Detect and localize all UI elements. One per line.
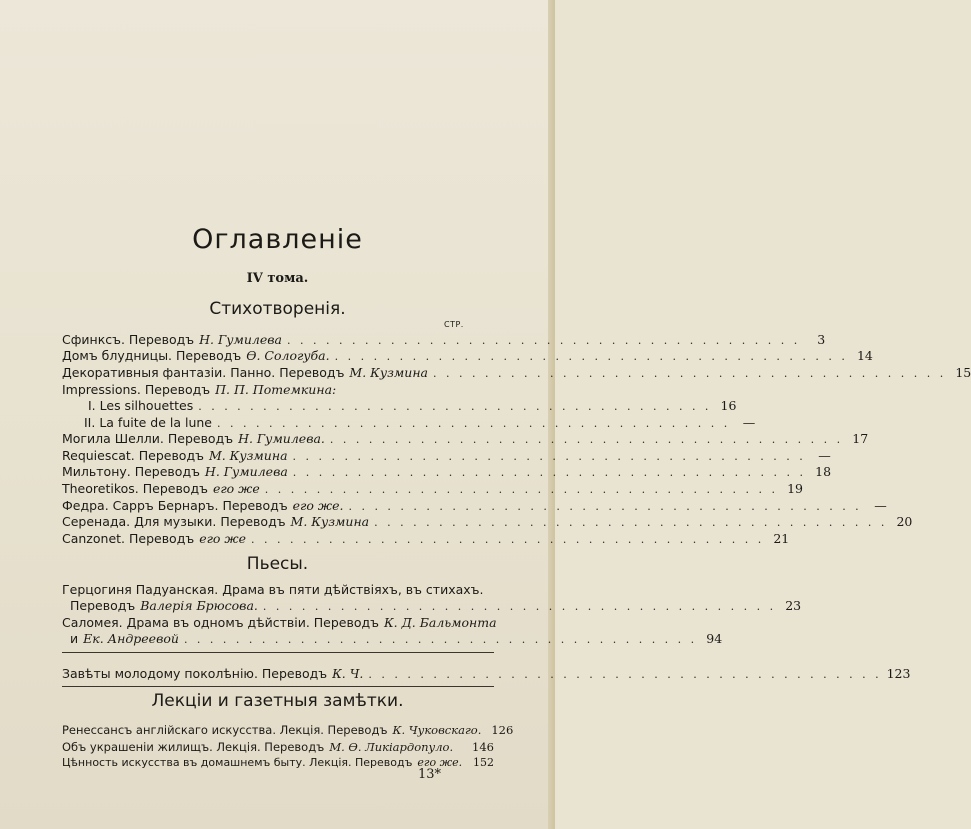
page-number: 126 [491,723,514,737]
toc-entry: Домъ блудницы. Переводъ Ѳ. Сологуба. . . . . . . . . . . . . . . . . . . . . . . . . . . . . . . . . . . . . . . . . 14 [62,347,494,365]
leader-dots: . . . . . . . . . . . . . . . . . . . . . . . . . . . . . . . . . . . . . . . . [198,400,712,413]
divider [62,686,494,687]
toc-entry: Могила Шелли. Переводъ Н. Гумилева. . . . . . . . . . . . . . . . . . . . . . . . . . . . . . . . . . . . . . . . . 17 [62,430,494,448]
page-number: 21 [773,531,790,546]
toc-entry: Завѣты молодому поколѣнію. Переводъ К. Ч. . . . . . . . . . . . . . . . . . . . . . . . . . . . . . . . . . . . . . . . . 123 [62,665,494,683]
toc-entry: Серенада. Для музыки. Переводъ М. Кузмина . . . . . . . . . . . . . . . . . . . . . . . . . . . . . . . . . . . . . . . . 20 [62,513,494,531]
signature-mark: 13* [418,767,442,782]
toc-entry: Canzonet. Переводъ его же . . . . . . . . . . . . . . . . . . . . . . . . . . . . . . . . . . . . . . . . 21 [62,530,494,548]
leader-dots: . . . . . . . . . . . . . . . . . . . . . . . . . . . . . . . . . . . . . . . . [374,516,888,529]
toc-entry: Theoretikos. Переводъ его же . . . . . . . . . . . . . . . . . . . . . . . . . . . . . . . . . . . . . . . . 19 [62,480,494,498]
leader-dots: . . . . . . . . . . . . . . . . . . . . . . . . . . . . . . . . . . . . . . . . [251,533,765,546]
page-number: 23 [785,598,802,613]
leader-dots: . . . . . . . . . . . . . . . . . . . . . . . . . . . . . . . . . . . . . . . . [262,600,777,613]
leader-dots: . . . . . . . . . . . . . . . . . . . . . . . . . . . . . . . . . . . . . . . . [217,417,731,430]
toc-entry: Requiescat. Переводъ М. Кузмина . . . . . . . . . . . . . . . . . . . . . . . . . . . . . . . . . . . . . . . . — [62,447,494,465]
page-column-label: СТР. [444,320,464,329]
toc-entry: Объ украшеніи жилищъ. Лекція. Переводъ М. Ѳ. Ликіардопуло. 146 [62,740,494,754]
toc-entry: I. Les silhouettes . . . . . . . . . . . . . . . . . . . . . . . . . . . . . . . . . . . . . . . . 16 [88,397,494,415]
leader-dots: . . . . . . . . . . . . . . . . . . . . . . . . . . . . . . . . . . . . . . . . [368,668,882,681]
leader-dots: . . . . . . . . . . . . . . . . . . . . . . . . . . . . . . . . . . . . . . . . [329,433,844,446]
divider [62,652,494,653]
leader-dots: . . . . . . . . . . . . . . . . . . . . . . . . . . . . . . . . . . . . . . . . [183,633,698,646]
toc-entry: Ренессансъ англійскаго искусства. Лекція. Переводъ К. Чуковскаго. 126 [62,723,514,737]
toc-entry: Герцогиня Падуанская. Драма въ пяти дѣйствіяхъ, въ стихахъ. [62,582,484,597]
page-number: 3 [817,332,826,347]
page-number: 17 [852,431,869,446]
toc-entry: Переводъ Валерія Брюсова. . . . . . . . . . . . . . . . . . . . . . . . . . . . . . . . . . . . . . . . . 23 [70,597,494,615]
page-title: Оглавленіе [192,224,363,255]
page-number: 123 [886,666,911,681]
page-number: 15 [955,365,971,380]
page-number: 20 [896,514,913,529]
leader-dots: . . . . . . . . . . . . . . . . . . . . . . . . . . . . . . . . . . . . . . . . [433,367,947,380]
page-number: — [818,448,831,463]
page-number: 16 [720,398,737,413]
toc-entry: Impressions. Переводъ П. П. Потемкина: [62,382,337,397]
toc-entry: и Ек. Андреевой . . . . . . . . . . . . . . . . . . . . . . . . . . . . . . . . . . . . . . . . 94 [70,630,494,648]
page-number: — [874,498,887,513]
toc-entry: Саломея. Драма въ одномъ дѣйствіи. Переводъ К. Д. Бальмонта [62,615,497,630]
leader-dots: . . . . . . . . . . . . . . . . . . . . . . . . . . . . . . . . . . . . . . . . [292,466,807,479]
page-number: 146 [472,740,494,754]
leader-dots: . . . . . . . . . . . . . . . . . . . . . . . . . . . . . . . . . . . . . . . . [264,483,778,496]
toc-entry: Цѣнность искусства въ домашнемъ быту. Лекція. Переводъ его же. 152 [62,754,494,772]
leader-dots: . . . . . . . . . . . . . . . . . . . . . . . . . . . . . . . . . . . . . . . . [334,350,848,363]
volume-subtitle: IV тома. [246,271,309,286]
section-heading-lectures: Лекціи и газетныя замѣтки. [151,691,404,711]
toc-entry: Мильтону. Переводъ Н. Гумилева . . . . . . . . . . . . . . . . . . . . . . . . . . . . . . . . . . . . . . . . 18 [62,463,494,481]
page-number: 94 [706,631,723,646]
toc-entry: Декоративныя фантазіи. Панно. Переводъ М. Кузмина . . . . . . . . . . . . . . . . . . . . . . . . . . . . . . . . . . . . . . . . 15 [62,364,494,382]
page-number: 18 [815,464,832,479]
section-heading-poems: Стихотворенія. [209,299,346,319]
leader-dots: . . . . . . . . . . . . . . . . . . . . . . . . . . . . . . . . . . . . . . . . [292,450,806,463]
section-heading-plays: Пьесы. [246,554,309,574]
leader-dots: . . . . . . . . . . . . . . . . . . . . . . . . . . . . . . . . . . . . . . . . [348,500,862,513]
page-number: 152 [473,756,494,769]
toc-entry: Сфинксъ. Переводъ Н. Гумилева . . . . . . . . . . . . . . . . . . . . . . . . . . . . . . . . . . . . . . . . 3 [62,331,494,349]
leader-dots: . . . . . . . . . . . . . . . . . . . . . . . . . . . . . . . . . . . . . . . . [287,334,801,347]
toc-entry: Федра. Сарръ Бернаръ. Переводъ его же. . . . . . . . . . . . . . . . . . . . . . . . . . . . . . . . . . . . . . . . . — [62,497,494,515]
page-number: — [742,415,756,430]
page-number: 19 [787,481,803,496]
page-number: 14 [856,348,873,363]
toc-entry: II. La fuite de la lune . . . . . . . . . . . . . . . . . . . . . . . . . . . . . . . . . . . . . . . . — [84,414,494,432]
